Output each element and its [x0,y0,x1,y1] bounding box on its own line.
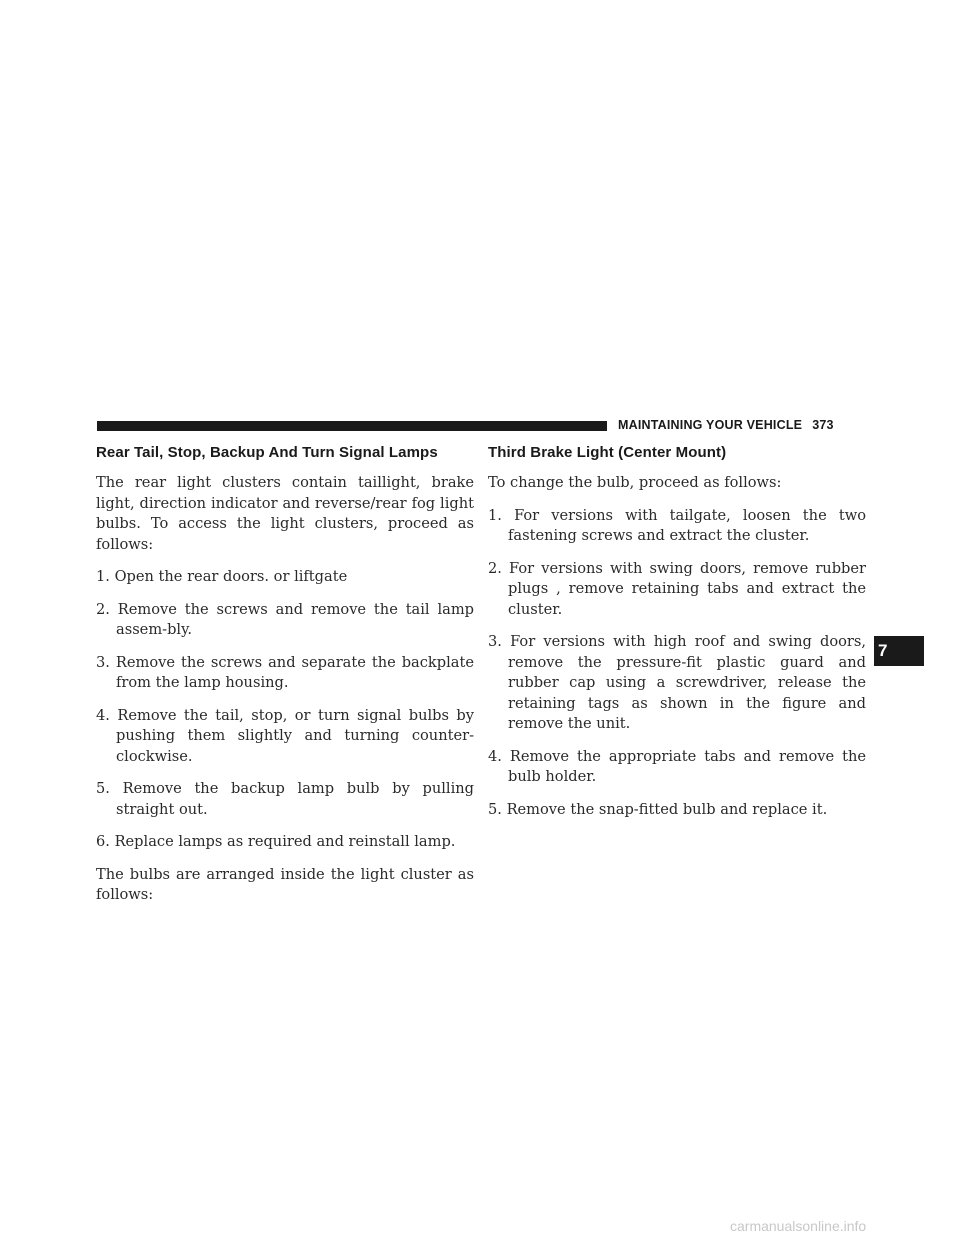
running-header [618,418,834,432]
step-item: 1. For versions with tailgate, loosen the two fastening screws and extract the cluster. [488,506,866,544]
step-item: 2. For versions with swing doors, remove rubber plugs , remove retaining tabs and extract the cluster. [488,559,866,618]
intro-paragraph: The rear light clusters contain taillight, brake light, direction indicator and reverse/rear fog light bulbs. To access the light clusters, proceed as follows: [96,474,474,553]
step-item: 1. Open the rear doors. or liftgate [96,568,348,585]
section-heading-third-brake-light: Third Brake Light (Center Mount) [488,444,727,461]
page-number: 373 [812,418,834,432]
step-item: 3. For versions with high roof and swing doors, remove the pressure-fit plastic guard and rubber cap using a screwdriver, release the retaining tags as shown in the figure and remove the unit. [488,633,866,732]
step-item: 4. Remove the appropriate tabs and remove the bulb holder. [488,747,866,785]
right-column [488,444,866,832]
header-rule [97,421,607,431]
step-item: 2. Remove the screws and remove the tail lamp assem-bly. [96,600,474,638]
step-item: 5. Remove the backup lamp bulb by pulling straight out. [96,780,474,818]
section-heading-rear-lamps: Rear Tail, Stop, Backup And Turn Signal Lamps [96,444,438,461]
section-title: MAINTAINING YOUR VEHICLE [618,418,803,432]
outro-paragraph: The bulbs are arranged inside the light cluster as follows: [96,865,474,903]
chapter-tab: 7 [874,636,924,666]
left-column [96,444,474,918]
step-item: 6. Replace lamps as required and reinstall lamp. [96,833,456,850]
watermark-text: carmanualsonline.info [730,1218,867,1234]
step-item: 3. Remove the screws and separate the backplate from the lamp housing. [96,653,474,691]
step-item: 4. Remove the tail, stop, or turn signal bulbs by pushing them slightly and turning counter-clockwise. [96,706,474,765]
step-item: 5. Remove the snap-fitted bulb and replace it. [488,800,828,818]
intro-paragraph: To change the bulb, proceed as follows: [488,474,782,491]
